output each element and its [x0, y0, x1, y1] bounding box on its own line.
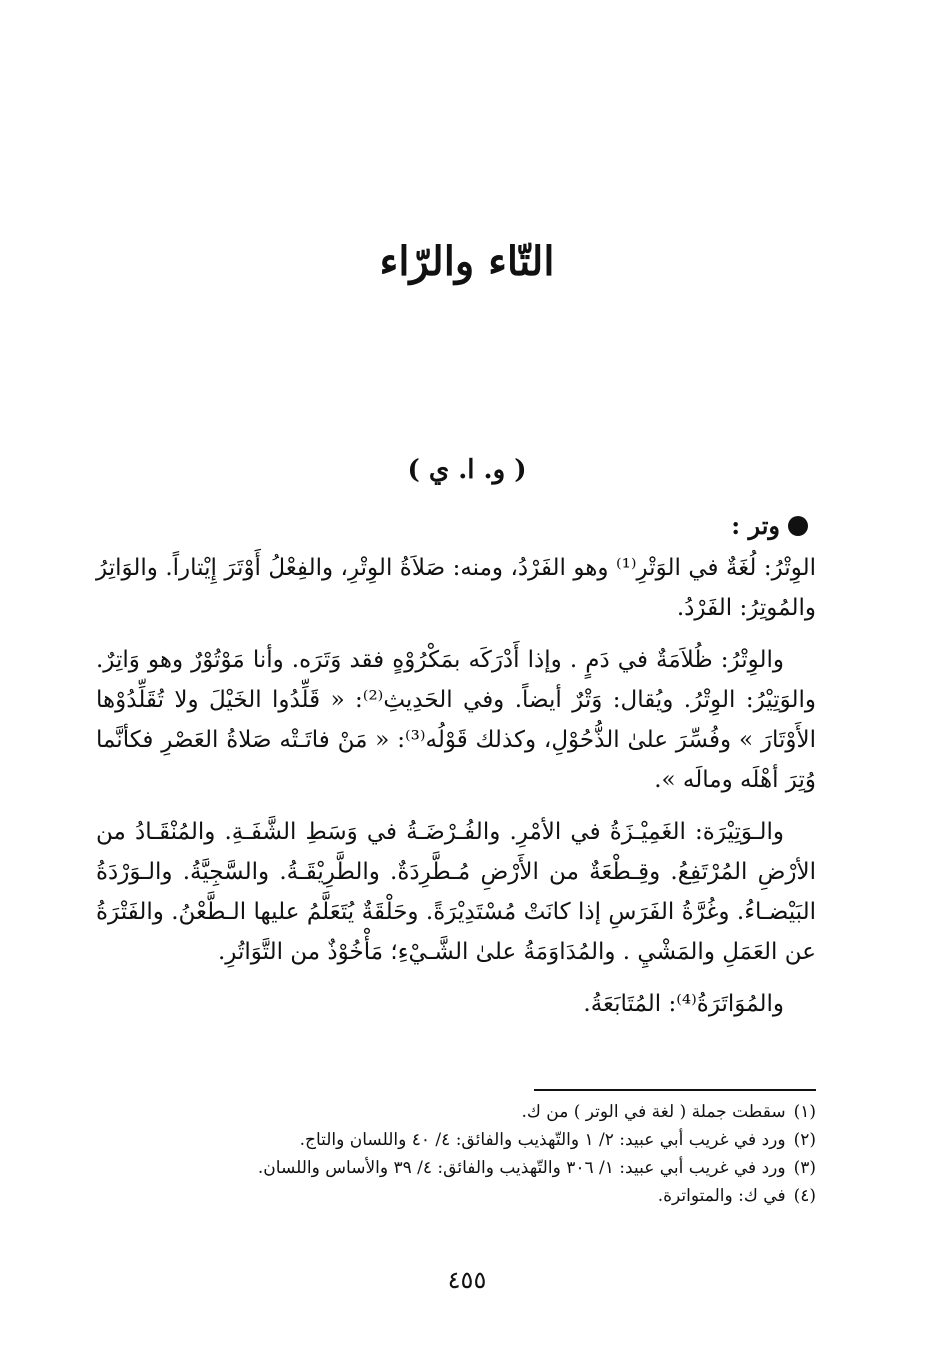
paragraph: والـوَتِيْرَة: الغَمِيْـزَةُ في الأمْرِ. والفُـرْضَـةُ في وَسَطِ الشَّفَـةِ. والمُنْقَـادُ من الأرْضِ المُرْتَفِعُ. وقِـطْعَةٌ من الأَرْضِ مُـطَّرِدَةٌ. والطَّرِيْقَـةُ. والسَّجِيَّةُ. والـوَرْدَةُ البَيْضـاءُ. وغُرَّةُ الفَرَسِ إذا كانَتْ مُسْتَدِيْرَةً. وحَلْقَةٌ يُتَعَلَّمُ عليها الـطَّعْنُ. والفَتْرَةُ عن العَمَلِ والمَشْيِ . والمُدَاوَمَةُ علىٰ الشَّـيْءِ؛ مَأْخُوْذٌ من التَّوَاتُرِ.: [96, 819, 816, 965]
footnote-text: في ك: والمتواترة.: [657, 1186, 786, 1206]
footnote-divider: [534, 1089, 816, 1091]
chapter-title: التّاء والرّاء: [379, 238, 555, 285]
footnote-text: ورد في غريب أبي عبيد: ١/ ٣٠٦ والتّهذيب والفائق: ٤/ ٣٩ والأساس واللسان.: [257, 1158, 786, 1178]
footnote: [176, 1126, 816, 1154]
bullet-icon: [788, 516, 808, 536]
footnotes: [176, 1098, 816, 1210]
footnote-number: (٤): [793, 1186, 816, 1206]
entry-heading: [731, 508, 808, 544]
footnote-number: (١): [793, 1102, 816, 1122]
footnote-text: سقطت جملة ( لغة في الوتر ) من ك.: [521, 1102, 786, 1122]
page-number: ٤٥٥: [447, 1266, 487, 1294]
footnote-number: (٣): [793, 1158, 816, 1178]
paragraph: والمُوَاتَرَةُ⁽⁴⁾: المُتَابَعَةُ.: [583, 991, 784, 1017]
footnote: [176, 1182, 816, 1210]
entry-head-label: وتر :: [731, 511, 780, 540]
footnote-text: ورد في غريب أبي عبيد: ٢/ ١ والتّهذيب والفائق: ٤/ ٤٠ واللسان والتاج.: [299, 1130, 786, 1150]
footnote: [176, 1154, 816, 1182]
footnote: [176, 1098, 816, 1126]
footnote-number: (٢): [793, 1130, 816, 1150]
root-heading: ( و. ا. ي ): [407, 455, 527, 485]
paragraph: والوِتْرُ: ظُلاَمَةٌ في دَمٍ . وإذا أَدْرَكَه بمَكْرُوْهٍ فقد وَتَرَه. وأنا مَوْتُوْرٌ وهو وَاتِرٌ. والوَتِيْرُ: الوِتْرُ. ويُقال: وَتْرٌ أيضاً. وفي الحَدِيثِ⁽²⁾: « قَلِّدُوا الخَيْلَ ولا تُقَلِّدُوْها الأَوْتَارَ » وفُسِّرَ علىٰ الذُّحُوْلِ، وكذلك قَوْلُه⁽³⁾: « مَنْ فاتَـتْه صَلاةُ العَصْرِ فكأنَّما وُتِرَ أهْلَه ومالَه ».: [96, 647, 816, 793]
paragraph: الوِتْرُ: لُغَةٌ في الوَتْرِ⁽¹⁾ وهو الفَرْدُ، ومنه: صَلاَةُ الوِتْرِ، والفِعْلُ أَوْتَرَ إِيْتاراً. والوَاتِرُ والمُوتِرُ: الفَرْدُ.: [96, 555, 816, 621]
entry-body: [96, 548, 816, 1036]
